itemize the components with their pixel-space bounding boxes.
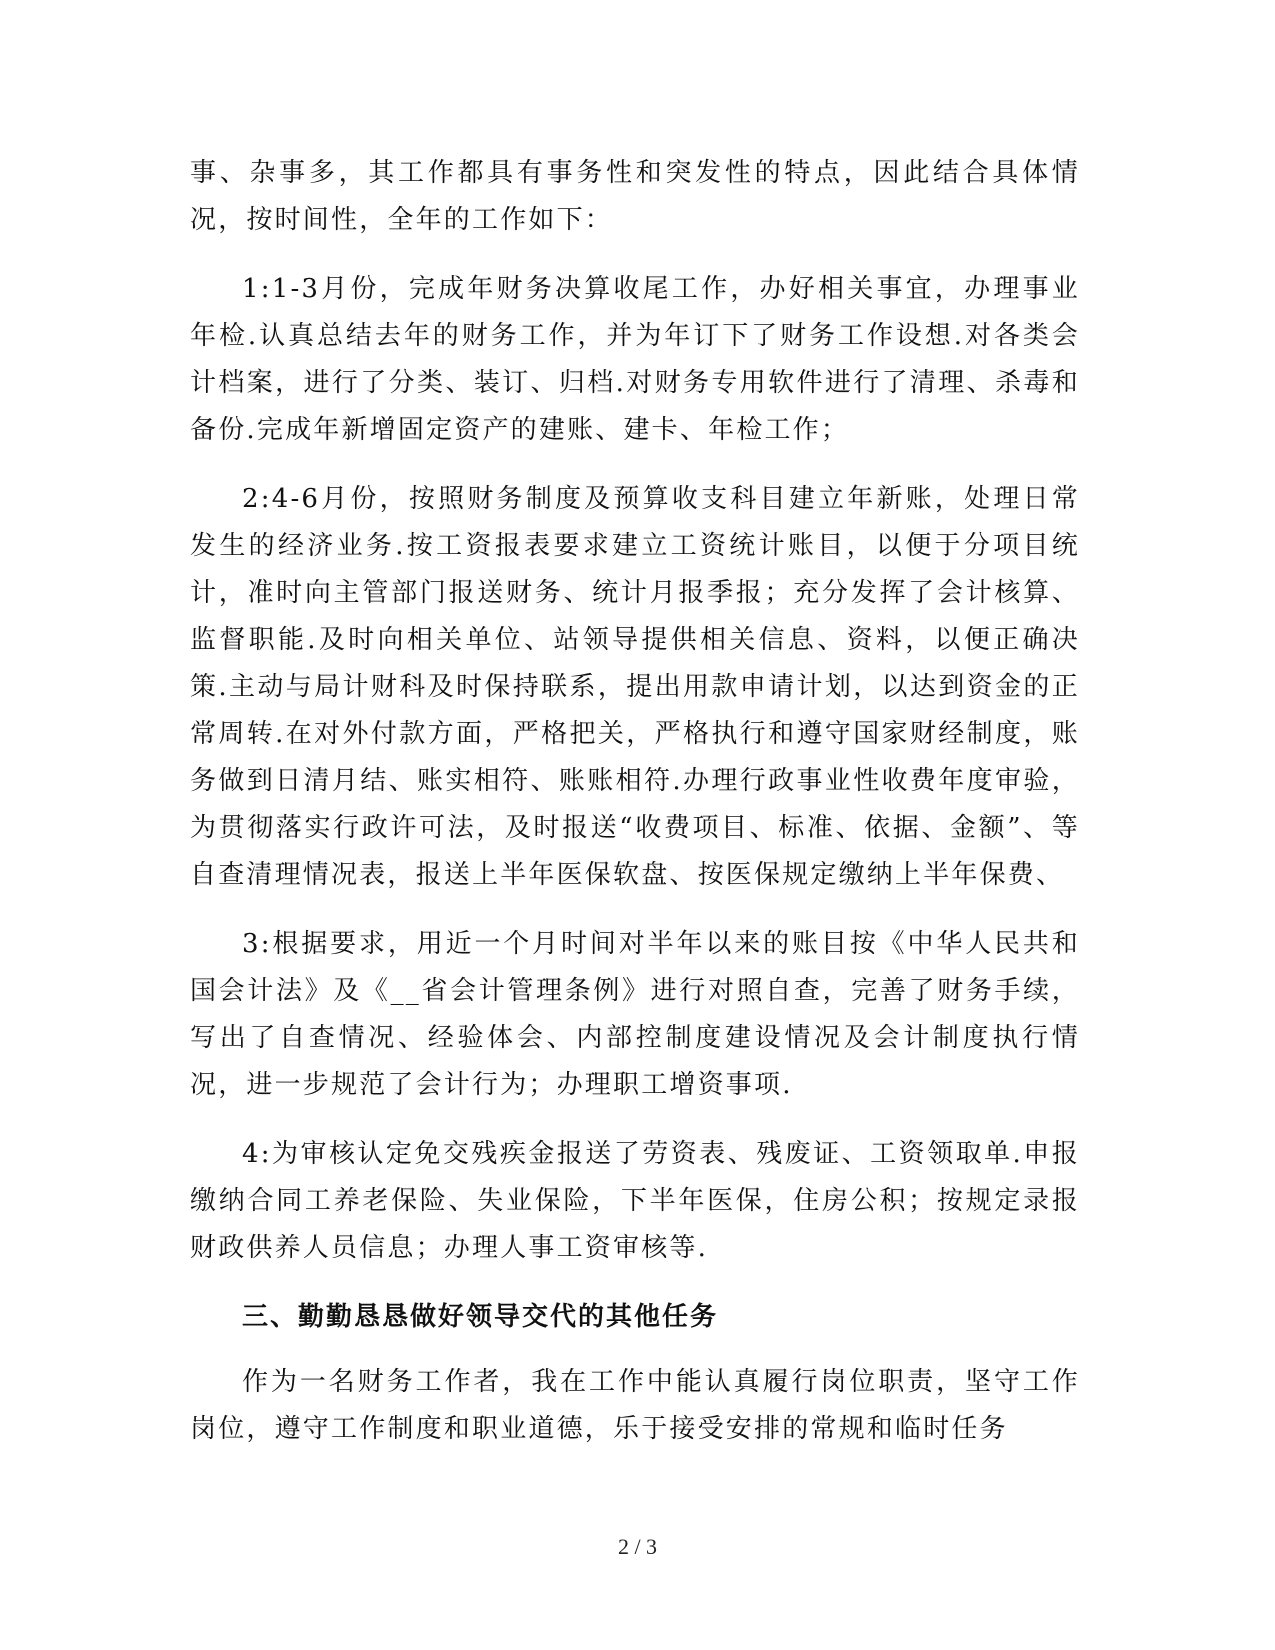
paragraph-intro: 事、杂事多，其工作都具有事务性和突发性的特点，因此结合具体情况，按时间性，全年的工作如下：: [190, 158, 1080, 235]
paragraph-item-3: 3:根据要求，用近一个月时间对半年以来的账目按《中华人民共和国会计法》及《__省会计管理条例》进行对照自查，完善了财务手续，写出了自查情况、经验体会、内部控制度建设情况及会计制度执行情况，进一步规范了会计行为；办理职工增资事项.: [190, 929, 1080, 1100]
paragraph-item-4: 4:为审核认定免交残疾金报送了劳资表、残废证、工资领取单.申报缴纳合同工养老保险、失业保险，下半年医保，住房公积；按规定录报财政供养人员信息；办理人事工资审核等.: [190, 1139, 1080, 1263]
page-number: 2 / 3: [617, 1534, 658, 1559]
paragraph-item-2: 2:4-6月份，按照财务制度及预算收支科目建立年新账，处理日常发生的经济业务.按工资报表要求建立工资统计账目，以便于分项目统计，准时向主管部门报送财务、统计月报季报；充分发挥了会计核算、监督职能.及时向相关单位、站领导提供相关信息、资料，以便正确决策.主动与局计财科及时保持联系，提出用款申请计划，以达到资金的正常周转.在对外付款方面，严格把关，严格执行和遵守国家财经制度，账务做到日清月结、账实相符、账账相符.办理行政事业性收费年度审验，为贯彻落实行政许可法，及时报送“收费项目、标准、依据、金额”、等自查清理情况表，报送上半年医保软盘、按医保规定缴纳上半年保费、: [190, 484, 1080, 890]
paragraph-item-1: 1:1-3月份，完成年财务决算收尾工作，办好相关事宜，办理事业年检.认真总结去年的财务工作，并为年订下了财务工作设想.对各类会计档案，进行了分类、装订、归档.对财务专用软件进行了清理、杀毒和备份.完成年新增固定资产的建账、建卡、年检工作；: [190, 274, 1080, 445]
section-heading: 三、勤勤恳恳做好领导交代的其他任务: [242, 1302, 719, 1332]
paragraph-closing: 作为一名财务工作者，我在工作中能认真履行岗位职责，坚守工作岗位，遵守工作制度和职业道德，乐于接受安排的常规和临时任务: [190, 1367, 1080, 1444]
document-body: [190, 150, 1080, 1475]
